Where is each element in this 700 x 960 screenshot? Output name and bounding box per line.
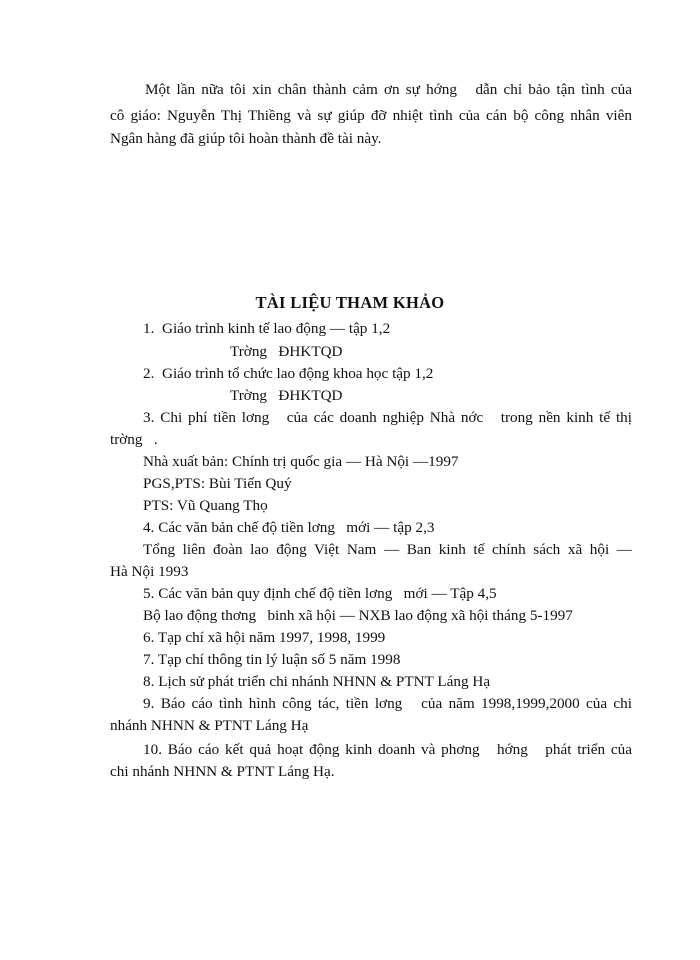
reference-item-5: 5. Các văn bản quy định chế độ tiền lơng mới — Tập 4,5	[143, 585, 497, 602]
reference-item-7: 7. Tạp chí thông tin lý luận số 5 năm 1998	[143, 651, 401, 668]
reference-item-3-author-1: PGS,PTS: Bùi Tiến Quý	[143, 475, 292, 492]
reference-item-3-author-2: PTS: Vũ Quang Thọ	[143, 497, 268, 514]
reference-item-3-cont: trờng .	[110, 431, 158, 448]
reference-item-10-cont: chi nhánh NHNN & PTNT Láng Hạ.	[110, 763, 335, 780]
reference-item-1-publisher: Trờng ĐHKTQD	[230, 343, 343, 360]
acknowledgement-line-2: cô giáo: Nguyễn Thị Thiềng và sự giúp đỡ nhiệt tình của cán bộ công nhân viên	[110, 107, 632, 124]
acknowledgement-line-1: Một lần nữa tôi xin chân thành cảm ơn sự hớng dẫn chỉ bảo tận tình của	[145, 81, 632, 98]
reference-item-6: 6. Tạp chí xã hội năm 1997, 1998, 1999	[143, 629, 386, 646]
reference-item-1: 1. Giáo trình kinh tế lao động — tập 1,2	[143, 320, 391, 337]
reference-item-8: 8. Lịch sử phát triển chi nhánh NHNN & PTNT Láng Hạ	[143, 673, 491, 690]
reference-item-2: 2. Giáo trình tổ chức lao động khoa học tập 1,2	[143, 365, 434, 382]
reference-item-5-publisher: Bộ lao động thơng binh xã hội — NXB lao động xã hội tháng 5-1997	[143, 607, 573, 624]
reference-item-4-cont: Hà Nội 1993	[110, 563, 189, 580]
reference-item-9-cont: nhánh NHNN & PTNT Láng Hạ	[110, 717, 309, 734]
reference-item-9: 9. Báo cáo tình hình công tác, tiền lơng của năm 1998,1999,2000 của chi	[143, 695, 632, 712]
reference-item-4: 4. Các văn bản chế độ tiền lơng mới — tập 2,3	[143, 519, 435, 536]
acknowledgement-line-3: Ngân hàng đã giúp tôi hoàn thành đề tài này.	[110, 130, 382, 147]
reference-item-4-publisher: Tổng liên đoàn lao động Việt Nam — Ban kinh tế chính sách xã hội —	[143, 541, 632, 558]
reference-item-2-publisher: Trờng ĐHKTQD	[230, 387, 343, 404]
reference-item-3: 3. Chi phí tiền lơng của các doanh nghiệp Nhà nớc trong nền kinh tế thị	[143, 409, 632, 426]
reference-item-3-publisher: Nhà xuất bản: Chính trị quốc gia — Hà Nội —1997	[143, 453, 459, 470]
reference-item-10: 10. Báo cáo kết quả hoạt động kinh doanh và phơng hớng phát triển của	[143, 741, 632, 758]
references-title: TÀI LIỆU THAM KHẢO	[255, 293, 445, 312]
